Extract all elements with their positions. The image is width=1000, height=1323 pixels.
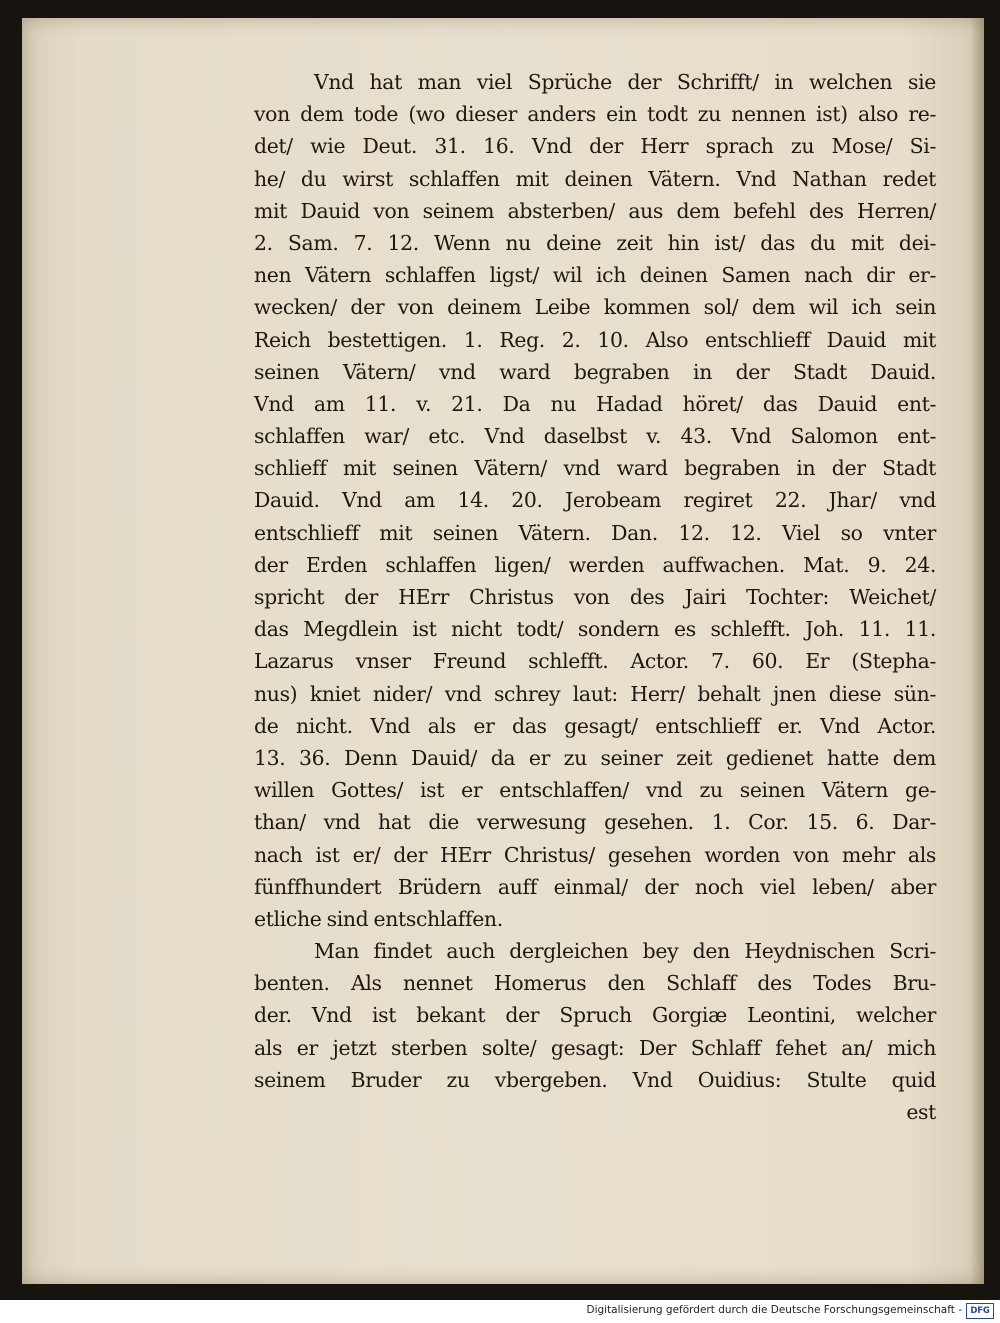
text-line: nach ist er/ der HErr Christus/ gesehen worden von mehr als [254, 842, 936, 867]
text-line: de nicht. Vnd als er das gesagt/ entschlieff er. Vnd Actor. [254, 713, 936, 738]
text-line: wecken/ der von deinem Leibe kommen sol/ dem wil ich sein [254, 295, 936, 320]
dfg-logo [966, 1303, 994, 1319]
text-line: benten. Als nennet Homerus den Schlaff des Todes Bru- [254, 971, 936, 996]
text-line: 2. Sam. 7. 12. Wenn nu deine zeit hin ist/ das du mit dei- [254, 230, 936, 255]
text-line: than/ vnd hat die verwesung gesehen. 1. Cor. 15. 6. Dar- [254, 810, 936, 835]
text-line: seinen Vätern/ vnd ward begraben in der Stadt Dauid. [254, 359, 936, 384]
text-line: mit Dauid von seinem absterben/ aus dem befehl des Herren/ [254, 198, 936, 223]
text-line: der. Vnd ist bekant der Spruch Gorgiæ Leontini, welcher [254, 1003, 936, 1028]
text-line: willen Gottes/ ist er entschlaffen/ vnd zu seinen Vätern ge- [254, 778, 936, 803]
text-line: det/ wie Deut. 31. 16. Vnd der Herr sprach zu Mose/ Si- [254, 134, 936, 159]
catchword: est [906, 1100, 936, 1124]
text-line: fünffhundert Brüdern auff einmal/ der noch viel leben/ aber [254, 874, 936, 899]
text-line: schlieff mit seinen Vätern/ vnd ward begraben in der Stadt [254, 456, 936, 481]
dfg-logo-text: DFG [970, 1306, 990, 1316]
text-line: Vnd hat man viel Sprüche der Schrifft/ in welchen sie [314, 70, 936, 94]
text-line: spricht der HErr Christus von des Jairi Tochter: Weichet/ [254, 585, 936, 609]
text-line: nen Vätern schlaffen ligst/ wil ich deinen Samen nach dir er- [254, 263, 936, 288]
body-text [254, 66, 936, 1128]
text-line: seinem Bruder zu vbergeben. Vnd Ouidius: Stulte quid [254, 1067, 936, 1092]
text-line: etliche sind entschlaffen. [254, 906, 503, 931]
text-line: entschlieff mit seinen Vätern. Dan. 12. 12. Viel so vnter [254, 520, 936, 545]
text-line: Dauid. Vnd am 14. 20. Jerobeam regiret 22. Jhar/ vnd [254, 488, 936, 513]
text-line: Man findet auch dergleichen bey den Heydnischen Scri- [314, 939, 936, 964]
text-line: der Erden schlaffen ligen/ werden auffwachen. Mat. 9. 24. [254, 552, 936, 577]
text-line: he/ du wirst schlaffen mit deinen Vätern. Vnd Nathan redet [254, 166, 936, 191]
footer-bar [0, 1300, 1000, 1323]
funding-credit: Digitalisierung gefördert durch die Deutsche Forschungsgemeinschaft - [586, 1304, 962, 1316]
text-line: von dem tode (wo dieser anders ein todt zu nennen ist) also re- [254, 102, 936, 127]
text-line: Vnd am 11. v. 21. Da nu Hadad höret/ das Dauid ent- [254, 391, 936, 416]
text-line: 13. 36. Denn Dauid/ da er zu seiner zeit gedienet hatte dem [254, 745, 936, 770]
text-line: nus) kniet nider/ vnd schrey laut: Herr/ behalt jnen diese sün- [254, 681, 936, 706]
text-line: als er jetzt sterben solte/ gesagt: Der Schlaff fehet an/ mich [254, 1035, 936, 1060]
text-line: das Megdlein ist nicht todt/ sondern es schlefft. Joh. 11. 11. [254, 617, 936, 642]
text-line: Reich bestettigen. 1. Reg. 2. 10. Also entschlieff Dauid mit [254, 327, 936, 352]
page-edge-shadow [970, 18, 984, 1284]
text-line: schlaffen war/ etc. Vnd daselbst v. 43. Vnd Salomon ent- [254, 424, 936, 449]
text-line: Lazarus vnser Freund schlefft. Actor. 7. 60. Er (Stepha- [254, 649, 936, 674]
